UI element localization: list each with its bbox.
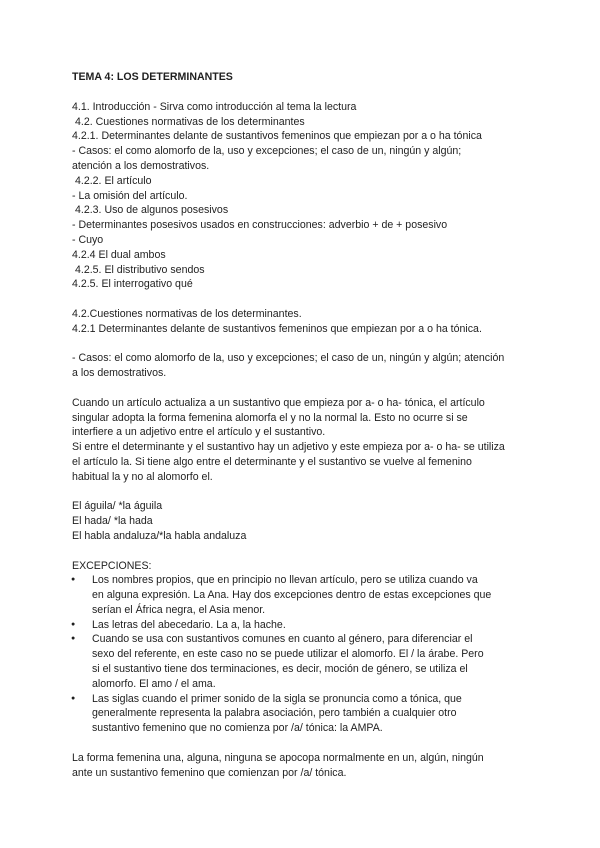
example-line: El habla andaluza/*la habla andaluza xyxy=(72,529,247,542)
toc-line: 4.2. Cuestiones normativas de los determinantes xyxy=(75,115,305,128)
text-line: interfiere a un adjetivo entre el artículo y el sustantivo. xyxy=(72,426,326,439)
document-title: TEMA 4: LOS DETERMINANTES xyxy=(72,71,233,83)
casos-paragraph xyxy=(72,351,534,381)
text-line: habitual la y no al alomorfo el. xyxy=(72,470,213,483)
example-line: El águila/ *la águila xyxy=(72,500,163,513)
text-line: - Casos: el como alomorfo de la, uso y excepciones; el caso de un, ningún y algún; atención xyxy=(72,352,505,365)
text-line: La forma femenina una, alguna, ninguna se apocopa normalmente en un, algún, ningún xyxy=(72,751,484,764)
toc-line: 4.1. Introducción - Sirva como introducción al tema la lectura xyxy=(72,100,357,113)
list-item: ● Las letras del abecedario. La a, la hache. xyxy=(81,618,534,633)
text-line: singular adopta la forma femenina alomorfa el y no la normal la. Esto no ocurre si se xyxy=(72,411,468,424)
text-line: ante un sustantivo femenino que comienzan por /a/ tónica. xyxy=(72,766,347,779)
document-page xyxy=(72,70,534,780)
subsection-heading: 4.2.1 Determinantes delante de sustantivos femeninos que empiezan por a o ha tónica. xyxy=(72,322,482,335)
closing-paragraph xyxy=(72,751,534,781)
section-heading: 4.2.Cuestiones normativas de los determinantes. xyxy=(72,307,302,320)
toc-line: 4.2.5. El interrogativo qué xyxy=(72,278,193,291)
toc-line: 4.2.2. El artículo xyxy=(75,174,152,187)
text-line: el artículo la. Si tiene algo entre el determinante y el sustantivo se vuelve al femenino xyxy=(72,455,472,468)
example-line: El hada/ *la hada xyxy=(72,515,153,528)
toc-line: 4.2.5. El distributivo sendos xyxy=(75,263,205,276)
text-line: Cuando un artículo actualiza a un sustantivo que empieza por a- o ha- tónica, el artículo xyxy=(72,396,485,409)
toc-line: atención a los demostrativos. xyxy=(72,159,210,172)
toc-line: 4.2.4 El dual ambos xyxy=(72,248,166,261)
exceptions-heading: EXCEPCIONES: xyxy=(72,559,152,572)
toc-line: 4.2.1. Determinantes delante de sustantivos femeninos que empiezan por a o ha tónica xyxy=(72,130,482,143)
list-item: ● Cuando se usa con sustantivos comunes en cuanto al género, para diferenciar el sexo del referente, en este caso no se puede utilizar el alomorfo. El / la árabe. Pero si el sustantivo tiene dos terminaciones, es decir, moción de género, se utiliza el alomorfo. El amo / el ama. xyxy=(81,632,534,691)
toc-line: - Cuyo xyxy=(72,233,104,246)
toc-line: - La omisión del artículo. xyxy=(72,189,188,202)
text-line: Si entre el determinante y el sustantivo hay un adjetivo y este empieza por a- o ha- se utiliza xyxy=(72,441,505,454)
table-of-contents xyxy=(72,100,534,292)
list-item: ● Los nombres propios, que en principio no llevan artículo, pero se utiliza cuando va en alguna expresión. La Ana. Hay dos excepciones dentro de estas excepciones que serían el África negra, el Asia menor. xyxy=(81,573,534,617)
text-line: a los demostrativos. xyxy=(72,367,167,380)
toc-line: - Determinantes posesivos usados en construcciones: adverbio + de + posesivo xyxy=(72,219,448,232)
list-item: ● Las siglas cuando el primer sonido de la sigla se pronuncia como a tónica, que generalmente representa la palabra asociación, pero también a cualquier otro sustantivo femenino que no comienza por /a/ tónica: la AMPA. xyxy=(81,692,534,736)
toc-line: - Casos: el como alomorfo de la, uso y excepciones; el caso de un, ningún y algún; xyxy=(72,145,462,158)
toc-line: 4.2.3. Uso de algunos posesivos xyxy=(75,204,229,217)
examples-block xyxy=(72,499,534,543)
exceptions-list xyxy=(72,573,534,736)
body-paragraph xyxy=(72,396,534,485)
